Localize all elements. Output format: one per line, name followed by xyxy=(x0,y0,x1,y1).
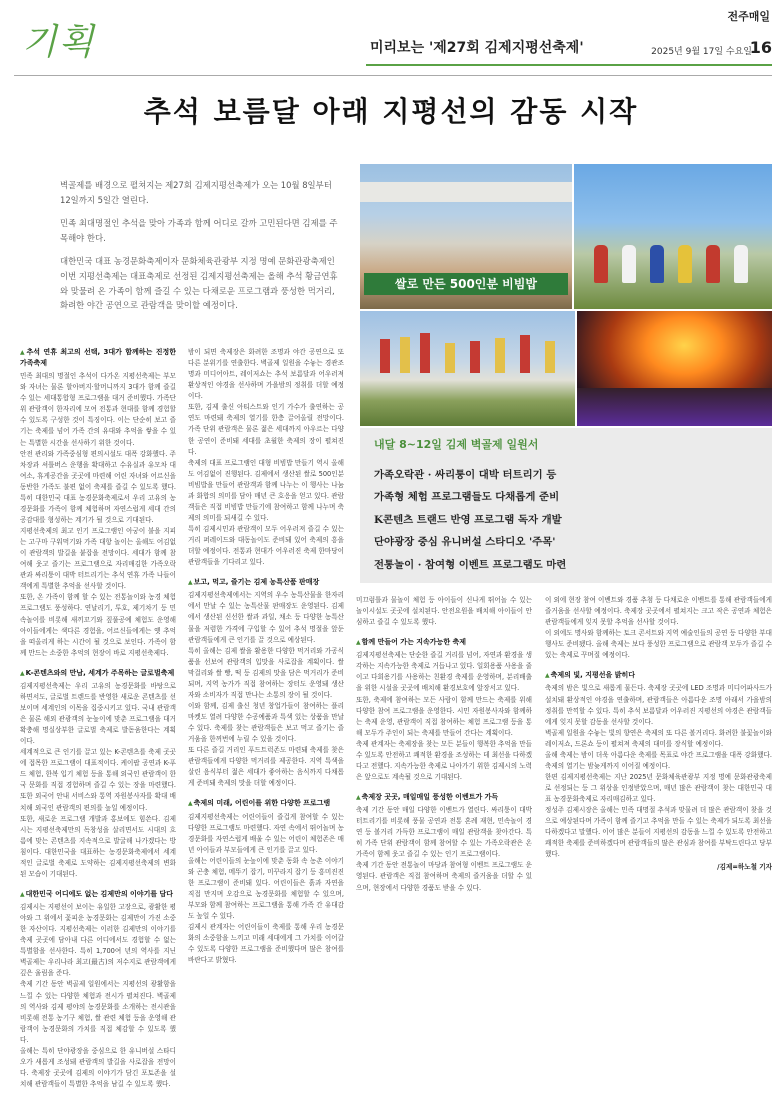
body-paragraph: 또 다른 즐길 거리인 푸드트럭존도 마련돼 축제를 찾은 관람객들에게 다양한 먹거리를 제공한다. 지역 특색을 살린 음식부터 젊은 세대가 좋아하는 음식까지 다채롭게 준비돼 축제의 맛을 더할 예정이다. xyxy=(188,746,344,788)
publication-name: 전주매일 xyxy=(727,10,770,23)
body-paragraph: 벽골제 일원을 수놓는 빛의 향연은 축제의 또 다른 볼거리다. 화려한 불꽃놀이와 레이저쇼, 드론쇼 등이 펼쳐져 축제의 대미를 장식할 예정이다. xyxy=(545,728,772,748)
issue-date: 2025년 9월 17일 수요일 xyxy=(651,47,752,57)
body-paragraph: 미끄럼틀과 물놀이 체험 등 아이들이 신나게 뛰어놀 수 있는 놀이시설도 곳곳에 설치된다. 안전요원을 배치해 아이들이 안심하고 즐길 수 있도록 했다. xyxy=(356,596,532,627)
body-paragraph: 한편 김제지평선축제는 지난 2025년 문화체육관광부 지정 명예 문화관광축제로 선정되는 등 그 위상을 인정받았으며, 매년 많은 관람객이 찾는 대한민국 대표 농경문화축제로 자리매김하고 있다. xyxy=(545,772,772,804)
headline: 추석 보름달 아래 지평선의 감동 시작 xyxy=(143,95,639,128)
performer-figure xyxy=(622,245,636,283)
performer-figure xyxy=(678,245,692,283)
series-title: 미리보는 '제27회 김제지평선축제' xyxy=(370,40,584,56)
body-paragraph: 올해 축제는 밤이 더욱 아름다운 축제를 목표로 야간 프로그램을 대폭 강화했다. 축제의 열기는 밤늦게까지 이어질 예정이다. xyxy=(545,750,772,770)
body-paragraph: 김제지평선축제는 우리 고유의 농경문화를 바탕으로 하면서도, 글로벌 트렌드를 반영한 새로운 콘텐츠를 선보이며 세계인의 이목을 집중시키고 있다. 국내 관람객은 물론 해외 관광객의 눈높이에 맞춘 프로그램을 대거 확충해 명실상부한 글로벌 축제로 발돋움한다는 계획이다. xyxy=(20,681,176,746)
summary-box xyxy=(360,428,772,583)
body-paragraph: 특히 올해는 김제 쌀을 활용한 다양한 먹거리와 가공식품을 선보여 관람객의 입맛을 사로잡을 계획이다. 쌀 막걸리와 쌀 빵, 떡 등 김제의 맛을 담은 먹거리가 준비되며, 지역 농가가 직접 참여하는 장터도 운영돼 생산자와 소비자가 직접 만나는 소통의 장이 될 것이다. xyxy=(188,646,344,699)
stage-lights xyxy=(577,388,772,426)
section-subheading: ▲ 함께 만들어 가는 지속가능한 축제 xyxy=(356,637,532,648)
article-column-2 xyxy=(188,347,344,1109)
page-number: 16 xyxy=(749,38,772,57)
body-paragraph: 정성주 김제시장은 올해는 민족 대명절 추석과 맞물려 더 많은 관람객이 찾을 것으로 예상된다며 가족이 함께 즐기고 추억을 만들 수 있는 축제가 되도록 최선을 다하겠다고 말했다. 이어 많은 분들이 지평선의 감동을 느낄 수 있도록 안전하고 쾌적한 축제를 준비하겠다며 관람객들의 많은 관심과 참여를 부탁드린다고 당부했다. xyxy=(545,806,772,859)
body-paragraph: 밤이 되면 축제장은 화려한 조명과 야간 공연으로 또 다른 분위기를 연출한다. 벽골제 일원을 수놓는 경관조명과 미디어아트, 레이저쇼는 추석 보름달과 어우러져 환상적인 야경을 선사하며 가을밤의 정취를 더할 예정이다. xyxy=(188,348,344,401)
body-paragraph: 김제지평선축제는 단순한 즐길 거리를 넘어, 자연과 환경을 생각하는 지속가능한 축제로 거듭나고 있다. 일회용품 사용을 줄이고 다회용기를 사용하는 친환경 축제를 운영하며, 분리배출을 위한 시설을 곳곳에 배치해 환경보호에 앞장서고 있다. xyxy=(356,651,532,693)
section-subheading: ▲ K-콘텐츠와의 만남, 세계가 주목하는 글로벌축제 xyxy=(20,668,176,679)
byline: /김제=하노철 기자 xyxy=(717,863,772,872)
flag-parade-photo xyxy=(360,311,575,426)
body-paragraph: 축제 기간 동안 전통놀이 마당과 참여형 이벤트 프로그램도 운영된다. 관람객은 직접 참여하며 축제의 즐거움을 더할 수 있으며, 현장에서 다양한 경품도 받을 수 있다. xyxy=(356,861,532,892)
summary-list xyxy=(374,464,766,576)
performer-figure xyxy=(706,245,720,283)
section-subheading: ▲ 축제의 미래, 어린이를 위한 다양한 프로그램 xyxy=(188,798,344,809)
body-paragraph: 김제시 관계자는 어린이들이 축제를 통해 우리 농경문화의 소중함을 느끼고 미래 세대에게 그 가치를 이어갈 수 있도록 다양한 프로그램을 준비했다며 많은 참여를 바란다고 밝혔다. xyxy=(188,923,344,965)
body-paragraph: 이 외에도 명사와 함께하는 토크 콘서트와 지역 예술인들의 공연 등 다양한 부대 행사도 준비됐다. 올해 축제는 보다 풍성한 프로그램으로 관람객 모두가 즐길 수 있는 축제로 꾸며질 예정이다. xyxy=(545,629,772,660)
body-paragraph: 김제지평선축제에서는 지역의 우수 농특산물을 한자리에서 만날 수 있는 농특산물 판매장도 운영된다. 김제에서 생산된 신선한 쌀과 과일, 채소 등 다양한 농특산물을 저렴한 가격에 구입할 수 있어 추석 명절을 앞둔 관람객들에게 큰 인기를 끌 것으로 예상된다. xyxy=(188,591,344,644)
body-paragraph: 김제시는 지평선이 보이는 유일한 고장으로, 광활한 평야와 그 위에서 꽃피운 농경문화는 김제만이 가진 소중한 자산이다. 지평선축제는 이러한 김제만의 이야기를 축제 곳곳에 담아내 다른 어디에서도 경험할 수 없는 특별함을 선사한다. 특히 1,700여 년의 역사를 지닌 벽골제는 우리나라 최고(最古)의 저수지로 관람객에게 깊은 울림을 준다. xyxy=(20,903,176,978)
summary-item: 가족오락관 · 싸리퉁이 대박 터트리기 등 xyxy=(374,469,557,481)
body-paragraph: 또한, 온 가족이 함께 할 수 있는 전통놀이와 농경 체험 프로그램도 풍성하다. 연날리기, 투호, 제기차기 등 민속놀이를 비롯해 새끼꼬기와 짚풀공예 체험도 운영해 아이들에게는 색다른 경험을, 어르신들에게는 옛 추억을 떠올리게 하는 시간이 될 것으로 보인다. 가족이 함께 만드는 소중한 추억의 현장이 바로 지평선축제다. xyxy=(20,593,176,657)
photo-banner-text: 쌀로 만든 500인분 비빔밥 xyxy=(364,273,568,295)
body-paragraph: 민족 최대의 명절인 추석이 다가온 지평선축제는 부모와 자녀는 물론 할아버지·할머니까지 3대가 함께 즐길 수 있는 세대통합형 프로그램을 대거 준비했다. 가족단위 관람객이 한자리에 모여 전통과 현대를 함께 경험할 수 있도록 구성한 것이 특징이다. 이는 단순히 보고 즐기는 축제를 넘어 가족 간의 유대와 추억을 쌓을 수 있는 특별한 시간을 선사하기 위한 것이다. xyxy=(20,372,176,447)
lead-paragraph: 민족 최대명절인 추석을 맞아 가족과 함께 어디로 갈까 고민된다면 김제를 주목해야 한다. xyxy=(60,218,338,243)
body-paragraph: 특히 김제시민과 관람객이 모두 어우러져 즐길 수 있는 거리 퍼레이드와 대동놀이도 준비돼 있어 축제의 흥을 더할 예정이다. 전통과 현대가 어우러진 축제 한마당이 관람객들을 기다리고 있다. xyxy=(188,525,344,567)
article-column-4 xyxy=(545,595,772,1107)
tent-canopy xyxy=(360,182,572,202)
body-paragraph: 축제 관계자는 축제장을 찾는 모든 분들이 행복한 추억을 만들 수 있도록 안전하고 쾌적한 환경을 조성하는 데 최선을 다하겠다고 전했다. 지속가능한 축제로 나아가기 위한 김제시의 노력은 앞으로도 계속될 것으로 기대된다. xyxy=(356,739,532,781)
lead-paragraph: 대한민국 대표 농경문화축제이자 문화체육관광부 지정 명예 문화관광축제인 이번 지평선축제는 대표축제로 선정된 김제지평선축제는 올해 추석 황금연휴와 맞물려 온 가족이 함께 즐길 수 있는 다채로운 프로그램과 풍성한 먹거리, 화려한 야간 공연으로 관람객을 맞이할 예정이다. xyxy=(60,256,338,311)
body-paragraph: 올해는 어린이들의 눈높이에 맞춘 동화 속 농촌 이야기와 곤충 체험, 메뚜기 잡기, 미꾸라지 잡기 등 흥미진진한 프로그램이 준비돼 있다. 어린이들은 흙과 자연을 직접 만지며 오감으로 농경문화를 체험할 수 있으며, 부모와 함께 참여하는 프로그램을 통해 가족 간 유대감도 높일 수 있다. xyxy=(188,856,344,921)
body-paragraph: 축제의 대표 프로그램인 대형 비빔밥 만들기 역시 올해도 어김없이 진행된다. 김제에서 생산된 쌀로 500인분 비빔밥을 만들어 관람객과 함께 나누는 이 행사는 나눔과 화합의 의미를 담아 매년 큰 호응을 얻고 있다. 관람객들은 직접 비빔밥 만들기에 참여하고 함께 나누며 축제의 의미를 되새길 수 있다. xyxy=(188,458,344,522)
summary-item: 단야광장 중심 유니버설 스타디오 '주목' xyxy=(374,536,556,549)
section-subheading: ▲ 축제장 곳곳, 매일매일 풍성한 이벤트가 가득 xyxy=(356,792,532,803)
body-paragraph: 축제의 밤은 빛으로 새롭게 물든다. 축제장 곳곳에 LED 조명과 미디어파사드가 설치돼 환상적인 야경을 연출하며, 관람객들은 아름다운 조명 아래서 가을밤의 정취를 만끽할 수 있다. 특히 추석 보름달과 어우러진 지평선의 야경은 관람객들에게 잊지 못할 감동을 선사할 것이다. xyxy=(545,684,772,726)
summary-item: 가족형 체험 프로그램들도 다채롭게 준비 xyxy=(374,491,560,504)
night-performance-photo xyxy=(577,311,772,426)
body-paragraph: 또한, 김제 출신 아티스트와 인기 가수가 출연하는 공연도 마련돼 축제의 열기를 한층 끌어올릴 전망이다. 가족 단위 관람객은 물론 젊은 세대까지 아우르는 다양한 공연이 준비돼 세대를 초월한 축제의 장이 펼쳐진다. xyxy=(188,403,344,456)
article-column-1 xyxy=(20,347,176,1109)
bibimbap-event-photo xyxy=(360,164,572,309)
traditional-performers-photo xyxy=(574,164,772,309)
body-paragraph: 축제 기간 동안 매일 다양한 이벤트가 열린다. 싸리퉁이 대박 터트리기를 비롯해 풍물 공연과 전통 혼례 재현, 민속놀이 경연 등 볼거리 가득한 프로그램이 매일 관람객을 찾아간다. 특히 가족 단위 관람객이 함께 참여할 수 있는 가족오락관은 온 가족이 함께 웃고 즐길 수 있는 인기 프로그램이다. xyxy=(356,806,532,859)
body-paragraph: 세계적으로 큰 인기를 끌고 있는 K-콘텐츠를 축제 곳곳에 접목한 프로그램이 대표적이다. 케이팝 공연과 K-푸드 체험, 한복 입기 체험 등을 통해 외국인 관람객이 한국 문화를 직접 경험하며 즐길 수 있는 장을 마련했다. 또한 외국어 안내 서비스와 통역 자원봉사자를 확대 배치해 외국인 관람객의 편의를 높일 예정이다. xyxy=(20,748,176,812)
body-paragraph: 축제 기간 동안 벽골제 일원에서는 지평선의 광활함을 느낄 수 있는 다양한 체험과 전시가 펼쳐진다. 벽골제의 역사와 김제 평야의 농경문화를 소개하는 전시관을 비롯해 전통 농기구 체험, 쌀 관련 체험 등을 운영해 관람객이 농경문화의 가치를 직접 체감할 수 있도록 했다. xyxy=(20,980,176,1044)
summary-item: 전통놀이 · 참여형 이벤트 프로그램도 마련 xyxy=(374,558,567,571)
flag-parade-graphic xyxy=(360,311,575,426)
article-column-3 xyxy=(356,595,532,1107)
section-subheading: ▲ 추석 연휴 최고의 선택, 3대가 함께하는 진정한 가족축제 xyxy=(20,347,176,369)
lead-paragraph: 벽골제를 배경으로 펼쳐지는 제27회 김제지평선축제가 오는 10월 8일부터 12일까지 5일간 열린다. xyxy=(60,180,332,205)
summary-item: K콘텐츠 트랜드 반영 프로그램 독자 개발 xyxy=(374,513,562,526)
section-logo: 기획 xyxy=(22,22,96,63)
section-subheading: ▲ 축제의 빛, 지평선을 밝히다 xyxy=(545,670,772,681)
page-header xyxy=(0,0,782,78)
header-divider xyxy=(14,75,772,76)
performer-figure xyxy=(734,245,748,283)
body-paragraph: 이 외에 현장 참여 이벤트와 경품 추첨 등 다채로운 이벤트를 통해 관람객들에게 즐거움을 선사할 예정이다. 축제장 곳곳에서 펼쳐지는 크고 작은 공연과 체험은 관람객들에게 잊지 못할 추억을 선사할 것이다. xyxy=(545,596,772,627)
section-subheading: ▲ 대한민국 어디에도 없는 김제만의 이야기를 담다 xyxy=(20,889,176,900)
body-paragraph: 이와 함께, 김제 출신 청년 창업가들이 참여하는 플리마켓도 열려 다양한 수공예품과 특색 있는 상품을 만날 수 있다. 축제를 찾는 관람객들은 보고 먹고 즐기는 즐거움을 한꺼번에 누릴 수 있을 것이다. xyxy=(188,701,344,744)
body-paragraph: 김제지평선축제는 어린이들이 즐겁게 참여할 수 있는 다양한 프로그램도 마련했다. 자연 속에서 뛰어놀며 농경문화를 자연스럽게 배울 수 있는 어린이 체험존은 매년 아이들과 부모들에게 큰 인기를 끌고 있다. xyxy=(188,812,344,854)
body-paragraph: 올해는 특히 단야광장을 중심으로 한 유니버설 스타디오가 새롭게 조성돼 관람객의 발길을 사로잡을 전망이다. 축제장 곳곳에 김제의 이야기가 담긴 포토존을 설치해 관람객들이 특별한 추억을 남길 수 있도록 했다. xyxy=(20,1046,176,1088)
body-paragraph: 또한, 새로운 프로그램 개발과 홍보에도 힘쓴다. 김제시는 지평선축제만의 독창성을 살리면서도 시대의 흐름에 맞는 콘텐츠를 지속적으로 발굴해 나가겠다는 방침이다. 대한민국을 대표하는 농경문화축제에서 세계적인 글로벌 축제로 도약하는 김제지평선축제의 변화된 모습이 기대된다. xyxy=(20,814,176,878)
body-paragraph: 지평선축제의 최고 인기 프로그램인 아궁이 불을 지피는 고구마 구워먹기와 가족 대항 놀이는 올해도 어김없이 관람객의 발길을 붙잡을 전망이다. 세대가 함께 참여해 웃고 즐기는 프로그램으로 자리매김한 가족오락관과 싸리퉁이 대박 터트리기는 추석 연휴 가족 나들이객에게 특별한 추억을 선사할 것이다. xyxy=(20,527,176,591)
performer-figure xyxy=(594,245,608,283)
body-paragraph: 안전 관리와 가족중심형 편의시설도 대폭 강화했다. 주차장과 셔틀버스 운행을 확대하고 수유실과 유모차 대여소, 휴게공간을 곳곳에 마련해 어린 자녀와 어르신을 동반한 가족도 불편 없이 축제를 즐길 수 있도록 했다. 특히 대한민국 대표 농경문화축제로서 우리 고유의 농경문화를 가족이 함께 체험하며 자연스럽게 세대 간의 공감대를 형성하는 계기가 될 것으로 기대된다. xyxy=(20,449,176,524)
performer-figure xyxy=(650,245,664,283)
summary-box-title: 내달 8~12일 김제 벽골제 일원서 xyxy=(374,438,539,451)
header-accent-rule xyxy=(366,64,772,66)
section-subheading: ▲ 보고, 먹고, 즐기는 김제 농특산품 판매장 xyxy=(188,577,344,588)
lead-paragraphs xyxy=(60,178,345,322)
body-paragraph: 또한, 축제에 참여하는 모든 사람이 함께 만드는 축제를 위해 다양한 참여 프로그램을 운영한다. 시민 자원봉사자와 함께하는 축제 운영, 관람객이 직접 참여하는 체험 프로그램 등을 통해 모두가 주인이 되는 축제를 만들어 간다는 계획이다. xyxy=(356,695,532,737)
